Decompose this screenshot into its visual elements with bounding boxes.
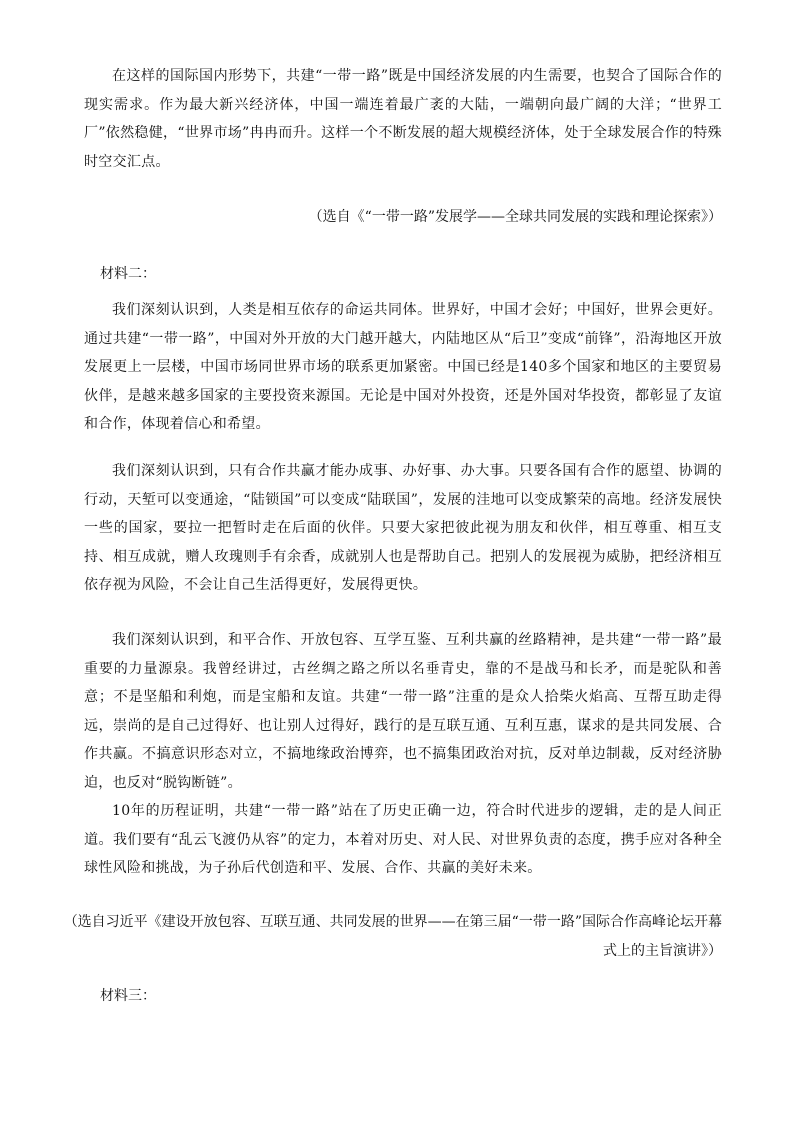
section-heading-material-2: 材料二： [100, 266, 156, 282]
source-citation-1: （选自《“一带一路”发展学——全球共同发展的实践和理论探索》） [308, 209, 722, 225]
paragraph-1: 在这样的国际国内形势下，共建“一带一路”既是中国经济发展的内生需要，也契合了国际合作的现实需求。作为最大新兴经济体，中国一端连着最广袤的大陆，一端朝向最广阔的大洋；“世界工厂”依然稳健，“世界市场”冉冉而升。这样一个不断发展的超大规模经济体，处于全球发展合作的特殊时空交汇点。 [84, 68, 722, 170]
paragraph-4: 我们深刻认识到，和平合作、开放包容、互学互鉴、互利共赢的丝路精神，是共建“一带一路”最重要的力量源泉。我曾经讲过，古丝绸之路之所以名垂青史，靠的不是战马和长矛，而是驼队和善意；不是坚船和利炮，而是宝船和友谊。共建“一带一路”注重的是众人拾柴火焰高、互帮互助走得远，崇尚的是自己过得好、也让别人过得好，践行的是互联互通、互利互惠，谋求的是共同发展、合作共赢。不搞意识形态对立，不搞地缘政治博弈，也不搞集团政治对抗，反对单边制裁，反对经济胁迫，也反对“脱钩断链”。 [84, 632, 722, 791]
section-heading-material-3: 材料三： [100, 988, 156, 1004]
paragraph-2: 我们深刻认识到，人类是相互依存的命运共同体。世界好，中国才会好；中国好，世界会更好。通过共建“一带一路”，中国对外开放的大门越开越大，内陆地区从“后卫”变成“前锋”，沿海地区开放发展更上一层楼，中国市场同世界市场的联系更加紧密。中国已经是140多个国家和地区的主要贸易伙伴，是越来越多国家的主要投资来源国。无论是中国对外投资，还是外国对华投资，都彰显了友谊和合作，体现着信心和希望。 [84, 302, 722, 432]
paragraph-5: 10年的历程证明，共建“一带一路”站在了历史正确一边，符合时代进步的逻辑，走的是人间正道。我们要有“乱云飞渡仍从容”的定力，本着对历史、对人民、对世界负责的态度，携手应对各种全球性风险和挑战，为子孙后代创造和平、发展、合作、共赢的美好未来。 [84, 803, 722, 876]
paragraph-3: 我们深刻认识到，只有合作共赢才能办成事、办好事、办大事。只要各国有合作的愿望、协调的行动，天堑可以变通途，“陆锁国”可以变成“陆联国”，发展的洼地可以变成繁荣的高地。经济发展快一些的国家，要拉一把暂时走在后面的伙伴。只要大家把彼此视为朋友和伙伴，相互尊重、相互支持、相互成就，赠人玫瑰则手有余香，成就别人也是帮助自己。把别人的发展视为威胁，把经济相互依存视为风险，不会让自己生活得更好，发展得更快。 [84, 463, 722, 593]
source-citation-2: （选自习近平《建设开放包容、互联互通、共同发展的世界——在第三届“一带一路”国际合作高峰论坛开幕式上的主旨演讲》） [63, 914, 722, 959]
